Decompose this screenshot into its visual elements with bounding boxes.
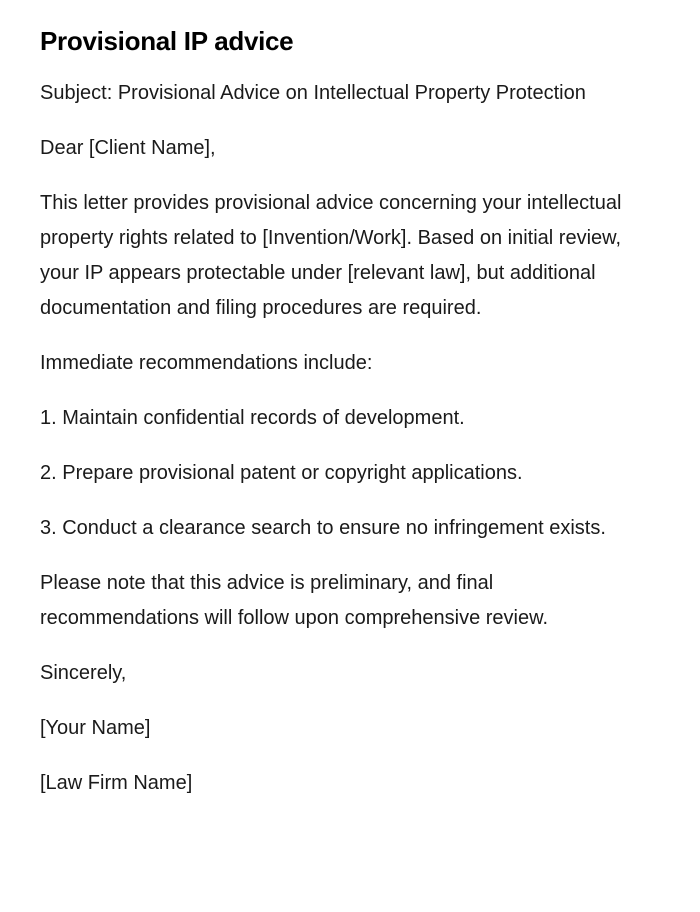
salutation: Dear [Client Name], — [40, 137, 216, 159]
recommendation-item-2: 2. Prepare provisional patent or copyright applications. — [40, 462, 523, 484]
signature-name: [Your Name] — [40, 717, 151, 739]
closing: Sincerely, — [40, 662, 127, 684]
recommendations-heading: Immediate recommendations include: — [40, 352, 373, 374]
subject-line: Subject: Provisional Advice on Intellectual Property Protection — [40, 82, 586, 104]
intro-paragraph: This letter provides provisional advice concerning your intellectual property rights related to [Invention/Work]. Based on initial review, your IP appears protectable under [relevant law], but additional documentation and filing procedures are required. — [40, 192, 622, 319]
page-title: Provisional IP advice — [40, 26, 294, 56]
recommendation-item-1: 1. Maintain confidential records of development. — [40, 407, 465, 429]
letter-document — [40, 24, 640, 821]
recommendation-item-3: 3. Conduct a clearance search to ensure no infringement exists. — [40, 517, 606, 539]
closing-note: Please note that this advice is preliminary, and final recommendations will follow upon comprehensive review. — [40, 572, 549, 629]
signature-firm: [Law Firm Name] — [40, 772, 193, 794]
